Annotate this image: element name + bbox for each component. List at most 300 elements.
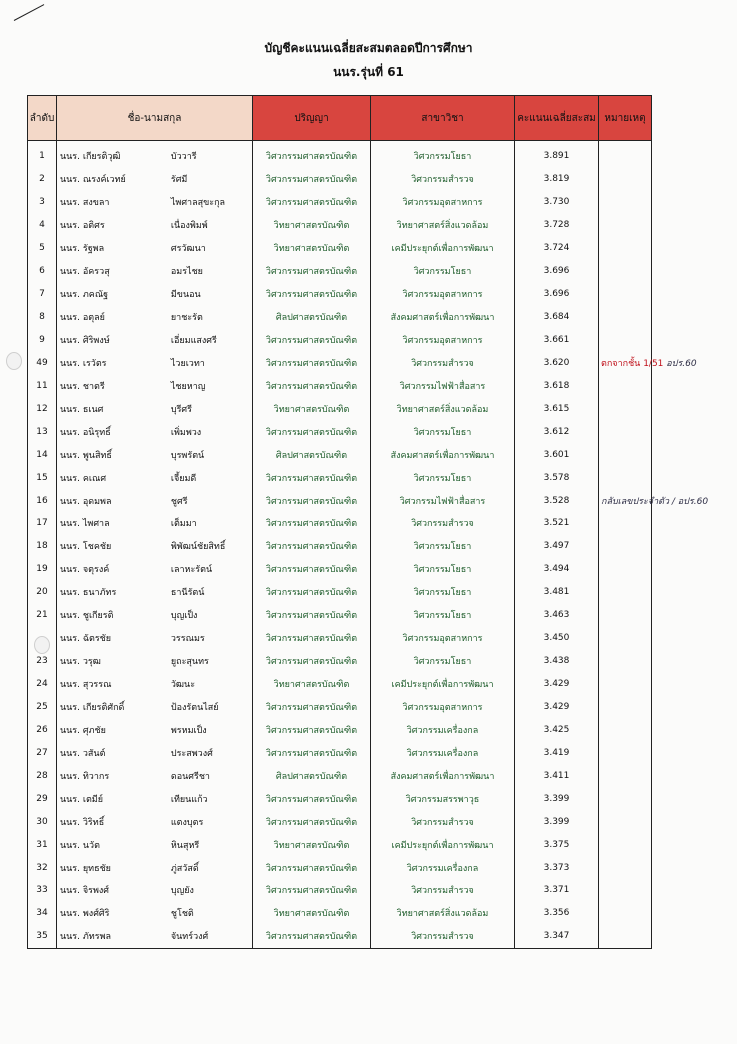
major-cell: วิศวกรรมโยธา: [371, 581, 515, 604]
table-row: [28, 351, 652, 374]
name-prefix: นนร.: [60, 771, 80, 782]
name-cell: [57, 374, 253, 397]
table-row: [28, 764, 652, 787]
row-number: 11: [28, 374, 57, 397]
row-number: 27: [28, 741, 57, 764]
first-name: วสันต์: [82, 748, 106, 759]
row-number: 25: [28, 696, 57, 719]
name-prefix: นนร.: [60, 290, 80, 301]
first-name: นวัต: [82, 840, 100, 851]
first-name: เกียรติวุฒิ: [82, 152, 121, 163]
gpa-cell: 3.612: [515, 420, 599, 443]
gpa-cell: 3.684: [515, 306, 599, 329]
remark-cell: [599, 925, 652, 948]
gpa-cell: 3.615: [515, 397, 599, 420]
name-cell: [57, 351, 253, 374]
remark-cell: [599, 420, 652, 443]
last-name: พรหมเป็ง: [170, 725, 207, 736]
last-name: เต็มมา: [170, 519, 197, 530]
header-remark: หมายเหตุ: [599, 96, 652, 141]
name-cell: [57, 260, 253, 283]
remark-cell: [599, 696, 652, 719]
row-number: 14: [28, 443, 57, 466]
name-cell: [57, 856, 253, 879]
major-cell: วิศวกรรมเครื่องกล: [371, 856, 515, 879]
degree-cell: วิศวกรรมศาสตรบัณฑิต: [253, 604, 371, 627]
gpa-cell: 3.620: [515, 351, 599, 374]
name-cell: [57, 627, 253, 650]
first-name: ณรงค์เวทย์: [82, 175, 126, 186]
row-number: 12: [28, 397, 57, 420]
first-name: ทิวากร: [82, 771, 110, 782]
row-number: 30: [28, 810, 57, 833]
first-name: อตุลย์: [82, 313, 105, 324]
table-row: [28, 191, 652, 214]
table-row: [28, 558, 652, 581]
name-prefix: นนร.: [60, 794, 80, 805]
last-name: รัศมี: [170, 175, 188, 186]
first-name: จิรพงศ์: [82, 886, 110, 897]
first-name: อัครวสุ: [82, 267, 110, 278]
degree-cell: วิศวกรรมศาสตรบัณฑิต: [253, 696, 371, 719]
gpa-cell: 3.891: [515, 141, 599, 168]
table-row: [28, 141, 652, 168]
degree-cell: วิศวกรรมศาสตรบัณฑิต: [253, 466, 371, 489]
remark-cell: [599, 374, 652, 397]
name-prefix: นนร.: [60, 657, 80, 668]
degree-cell: วิศวกรรมศาสตรบัณฑิต: [253, 168, 371, 191]
last-name: วัฒนะ: [170, 680, 196, 691]
major-cell: วิทยาศาสตร์สิ่งแวดล้อม: [371, 214, 515, 237]
row-number: 5: [28, 237, 57, 260]
remark-cell: [599, 810, 652, 833]
name-cell: [57, 420, 253, 443]
name-cell: [57, 466, 253, 489]
name-prefix: นนร.: [60, 748, 80, 759]
name-cell: [57, 902, 253, 925]
gpa-cell: 3.724: [515, 237, 599, 260]
name-prefix: นนร.: [60, 221, 80, 232]
gpa-cell: 3.399: [515, 787, 599, 810]
degree-cell: ศิลปศาสตรบัณฑิต: [253, 764, 371, 787]
degree-cell: ศิลปศาสตรบัณฑิต: [253, 306, 371, 329]
first-name: สงขลา: [82, 198, 110, 209]
remark-cell: [599, 764, 652, 787]
last-name: ไพศาลสุขะกุล: [170, 198, 226, 209]
row-number: 35: [28, 925, 57, 948]
gpa-cell: 3.450: [515, 627, 599, 650]
row-number: 29: [28, 787, 57, 810]
gpa-cell: 3.528: [515, 489, 599, 512]
last-name: จันทร์วงศ์: [170, 932, 209, 943]
last-name: เอี่ยมแสงศรี: [170, 335, 217, 346]
row-number: 13: [28, 420, 57, 443]
row-number: 34: [28, 902, 57, 925]
table-row: [28, 168, 652, 191]
remark-cell: [599, 443, 652, 466]
name-prefix: นนร.: [60, 817, 80, 828]
first-name: วรุฒ: [82, 657, 101, 668]
gpa-cell: 3.728: [515, 214, 599, 237]
row-number: [28, 627, 57, 650]
major-cell: วิศวกรรมอุตสาหการ: [371, 329, 515, 352]
last-name: วรรณมร: [170, 634, 205, 645]
header-gpa: คะแนนเฉลี่ยสะสม: [515, 96, 599, 141]
name-prefix: นนร.: [60, 450, 80, 461]
gpa-cell: 3.375: [515, 833, 599, 856]
name-prefix: นนร.: [60, 588, 80, 599]
remark-cell: [599, 283, 652, 306]
name-cell: [57, 535, 253, 558]
table-row: [28, 306, 652, 329]
major-cell: วิศวกรรมไฟฟ้าสื่อสาร: [371, 374, 515, 397]
table-row: [28, 374, 652, 397]
first-name: เรวัตร: [82, 358, 107, 369]
last-name: ยูถะสุนทร: [170, 657, 209, 668]
first-name: สุวรรณ: [82, 680, 112, 691]
last-name: บัววารี: [170, 152, 197, 163]
first-name: ชาตรี: [82, 381, 105, 392]
row-number: 33: [28, 879, 57, 902]
gpa-cell: 3.425: [515, 718, 599, 741]
major-cell: วิศวกรรมโยธา: [371, 420, 515, 443]
remark-cell: [599, 673, 652, 696]
degree-cell: วิศวกรรมศาสตรบัณฑิต: [253, 489, 371, 512]
major-cell: วิศวกรรมสรรพาวุธ: [371, 787, 515, 810]
table-row: [28, 397, 652, 420]
major-cell: วิศวกรรมสำรวจ: [371, 168, 515, 191]
degree-cell: วิศวกรรมศาสตรบัณฑิต: [253, 581, 371, 604]
remark-cell: [599, 581, 652, 604]
remark-cell: [599, 718, 652, 741]
gpa-cell: 3.411: [515, 764, 599, 787]
degree-cell: วิศวกรรมศาสตรบัณฑิต: [253, 512, 371, 535]
header-name: ชื่อ-นามสกุล: [57, 96, 253, 141]
table-row: [28, 466, 652, 489]
name-cell: [57, 283, 253, 306]
table-row: [28, 696, 652, 719]
last-name: เจี้ยมดี: [170, 473, 197, 484]
last-name: เนื่องพิมพ์: [170, 221, 208, 232]
name-cell: [57, 833, 253, 856]
row-number: 32: [28, 856, 57, 879]
last-name: บุญเป็ง: [170, 611, 198, 622]
handwritten-remark: อปร.60: [666, 358, 697, 369]
first-name: พงศ์ศิริ: [82, 909, 110, 920]
table-row: [28, 237, 652, 260]
first-name: อุดมพล: [82, 496, 112, 507]
gpa-cell: 3.463: [515, 604, 599, 627]
row-number: 31: [28, 833, 57, 856]
table-row: [28, 512, 652, 535]
first-name: รัฐพล: [82, 244, 105, 255]
row-number: 16: [28, 489, 57, 512]
name-prefix: นนร.: [60, 611, 80, 622]
remark-cell: [599, 650, 652, 673]
header-major: สาขาวิชา: [371, 96, 515, 141]
degree-cell: วิทยาศาสตรบัณฑิต: [253, 237, 371, 260]
gpa-cell: 3.730: [515, 191, 599, 214]
gpa-cell: 3.438: [515, 650, 599, 673]
name-prefix: นนร.: [60, 932, 80, 943]
row-number: 7: [28, 283, 57, 306]
degree-cell: วิทยาศาสตรบัณฑิต: [253, 397, 371, 420]
gpa-cell: 3.494: [515, 558, 599, 581]
major-cell: วิทยาศาสตร์สิ่งแวดล้อม: [371, 397, 515, 420]
remark-cell: [599, 329, 652, 352]
remark-cell: [599, 879, 652, 902]
punch-hole: [6, 352, 22, 370]
name-cell: [57, 741, 253, 764]
table-row: [28, 443, 652, 466]
first-name: คเณศ: [82, 473, 107, 484]
remark-cell: [599, 260, 652, 283]
remark-cell: [599, 466, 652, 489]
row-number: 1: [28, 141, 57, 168]
name-cell: [57, 558, 253, 581]
last-name: ศรวัฒนา: [170, 244, 206, 255]
name-prefix: นนร.: [60, 909, 80, 920]
last-name: ประสพวงศ์: [170, 748, 213, 759]
name-cell: [57, 810, 253, 833]
last-name: ยาชะรัต: [170, 313, 203, 324]
major-cell: วิศวกรรมอุตสาหการ: [371, 627, 515, 650]
major-cell: เคมีประยุกต์เพื่อการพัฒนา: [371, 673, 515, 696]
gpa-cell: 3.521: [515, 512, 599, 535]
gpa-cell: 3.578: [515, 466, 599, 489]
degree-cell: วิศวกรรมศาสตรบัณฑิต: [253, 260, 371, 283]
first-name: ภัทรพล: [82, 932, 112, 943]
major-cell: วิศวกรรมโยธา: [371, 604, 515, 627]
degree-cell: วิศวกรรมศาสตรบัณฑิต: [253, 787, 371, 810]
first-name: ศุภชัย: [82, 725, 106, 736]
name-cell: [57, 604, 253, 627]
name-cell: [57, 673, 253, 696]
first-name: ชูเกียรติ: [82, 611, 114, 622]
major-cell: วิศวกรรมโยธา: [371, 141, 515, 168]
degree-cell: วิศวกรรมศาสตรบัณฑิต: [253, 141, 371, 168]
major-cell: สังคมศาสตร์เพื่อการพัฒนา: [371, 306, 515, 329]
major-cell: วิศวกรรมสำรวจ: [371, 512, 515, 535]
row-number: 4: [28, 214, 57, 237]
remark-cell: [599, 397, 652, 420]
last-name: มีขนอน: [170, 290, 201, 301]
first-name: เกียรติศักดิ์: [82, 702, 125, 713]
name-cell: [57, 581, 253, 604]
table-body: [28, 141, 709, 949]
gpa-cell: 3.356: [515, 902, 599, 925]
table-row: [28, 925, 652, 948]
major-cell: สังคมศาสตร์เพื่อการพัฒนา: [371, 443, 515, 466]
header-degree: ปริญญา: [253, 96, 371, 141]
major-cell: วิศวกรรมโยธา: [371, 535, 515, 558]
remark-cell: [599, 141, 652, 168]
gpa-cell: 3.696: [515, 283, 599, 306]
degree-cell: วิทยาศาสตรบัณฑิต: [253, 214, 371, 237]
gpa-cell: 3.661: [515, 329, 599, 352]
last-name: บุรีศรี: [170, 404, 192, 415]
name-cell: [57, 237, 253, 260]
name-cell: [57, 650, 253, 673]
last-name: บุญยัง: [170, 886, 194, 897]
degree-cell: วิศวกรรมศาสตรบัณฑิต: [253, 718, 371, 741]
remark-cell: [599, 214, 652, 237]
last-name: ชูโชติ: [170, 909, 194, 920]
row-number: 9: [28, 329, 57, 352]
last-name: เลาหะรัตน์: [170, 565, 213, 576]
name-prefix: นนร.: [60, 519, 80, 530]
table-row: [28, 810, 652, 833]
name-cell: [57, 925, 253, 948]
table-row: [28, 833, 652, 856]
name-cell: [57, 696, 253, 719]
table-row: [28, 741, 652, 764]
name-prefix: นนร.: [60, 702, 80, 713]
degree-cell: วิศวกรรมศาสตรบัณฑิต: [253, 351, 371, 374]
gpa-cell: 3.618: [515, 374, 599, 397]
last-name: ธานีรัตน์: [170, 588, 205, 599]
name-prefix: นนร.: [60, 267, 80, 278]
first-name: ไพศาล: [82, 519, 110, 530]
table-row: [28, 673, 652, 696]
remark-cell: [599, 237, 652, 260]
name-prefix: นนร.: [60, 198, 80, 209]
table-row: [28, 260, 652, 283]
degree-cell: วิศวกรรมศาสตรบัณฑิต: [253, 329, 371, 352]
remark-cell: [599, 558, 652, 581]
remark-cell: [599, 351, 697, 374]
major-cell: วิศวกรรมโยธา: [371, 558, 515, 581]
gpa-cell: 3.371: [515, 879, 599, 902]
first-name: ธนาภัทร: [82, 588, 117, 599]
first-name: ศิริพงษ์: [82, 335, 110, 346]
table-row: [28, 283, 652, 306]
last-name: หินสุหรี: [170, 840, 200, 851]
degree-cell: วิศวกรรมศาสตรบัณฑิต: [253, 374, 371, 397]
row-number: 24: [28, 673, 57, 696]
table-row: [28, 535, 652, 558]
first-name: ภคณัฐ: [82, 290, 109, 301]
table-row: [28, 627, 652, 650]
first-name: โชคชัย: [82, 542, 112, 553]
table-row: [28, 329, 652, 352]
name-prefix: นนร.: [60, 542, 80, 553]
degree-cell: วิทยาศาสตรบัณฑิต: [253, 833, 371, 856]
major-cell: วิศวกรรมสำรวจ: [371, 925, 515, 948]
row-number: 17: [28, 512, 57, 535]
first-name: วิริทธิ์: [82, 817, 105, 828]
name-cell: [57, 191, 253, 214]
degree-cell: วิศวกรรมศาสตรบัณฑิต: [253, 879, 371, 902]
row-number: 23: [28, 650, 57, 673]
table-row: [28, 650, 652, 673]
major-cell: วิศวกรรมโยธา: [371, 650, 515, 673]
table-header-row: [28, 96, 652, 141]
last-name: บุรพรัตน์: [170, 450, 205, 461]
pen-mark: [14, 4, 44, 21]
handwritten-remark: กลับเลขประจำตัว / อปร.60: [601, 496, 709, 507]
gpa-cell: 3.481: [515, 581, 599, 604]
row-number: 19: [28, 558, 57, 581]
major-cell: วิศวกรรมสำรวจ: [371, 351, 515, 374]
degree-cell: วิศวกรรมศาสตรบัณฑิต: [253, 535, 371, 558]
remark-cell: [599, 306, 652, 329]
major-cell: สังคมศาสตร์เพื่อการพัฒนา: [371, 764, 515, 787]
name-cell: [57, 214, 253, 237]
remark-cell: [599, 168, 652, 191]
remark-cell: [599, 191, 652, 214]
name-prefix: นนร.: [60, 404, 80, 415]
remark-cell: [599, 787, 652, 810]
row-number: 26: [28, 718, 57, 741]
first-name: ฉัตรชัย: [82, 634, 112, 645]
table-row: [28, 581, 652, 604]
row-number: 8: [28, 306, 57, 329]
name-prefix: นนร.: [60, 886, 80, 897]
major-cell: วิศวกรรมสำรวจ: [371, 879, 515, 902]
degree-cell: วิศวกรรมศาสตรบัณฑิต: [253, 856, 371, 879]
gpa-cell: 3.419: [515, 741, 599, 764]
name-prefix: นนร.: [60, 725, 80, 736]
gpa-cell: 3.497: [515, 535, 599, 558]
name-cell: [57, 141, 253, 168]
name-prefix: นนร.: [60, 840, 80, 851]
name-prefix: นนร.: [60, 244, 80, 255]
major-cell: วิศวกรรมอุตสาหการ: [371, 696, 515, 719]
table-row: [28, 420, 652, 443]
remark-cell: [599, 604, 652, 627]
last-name: เพิ่มพวง: [170, 427, 202, 438]
last-name: อมรไชย: [170, 267, 203, 278]
row-number: 6: [28, 260, 57, 283]
header-order: ลำดับ: [28, 96, 57, 141]
name-prefix: นนร.: [60, 358, 80, 369]
name-cell: [57, 718, 253, 741]
gpa-cell: 3.696: [515, 260, 599, 283]
degree-cell: วิศวกรรมศาสตรบัณฑิต: [253, 283, 371, 306]
degree-cell: วิทยาศาสตรบัณฑิต: [253, 673, 371, 696]
gpa-cell: 3.347: [515, 925, 599, 948]
first-name: ธเนศ: [82, 404, 104, 415]
major-cell: วิศวกรรมอุตสาหการ: [371, 283, 515, 306]
remark-cell: [599, 833, 652, 856]
table-row: [28, 214, 652, 237]
last-name: ป้องรัตนไสย์: [170, 702, 219, 713]
gpa-table: [27, 95, 709, 949]
name-cell: [57, 168, 253, 191]
major-cell: เคมีประยุกต์เพื่อการพัฒนา: [371, 833, 515, 856]
last-name: ไวยเวทา: [170, 358, 205, 369]
first-name: อนิรุทธิ์: [82, 427, 111, 438]
major-cell: วิศวกรรมโยธา: [371, 260, 515, 283]
last-name: เทียนแก้ว: [170, 794, 208, 805]
remark-cell: [599, 489, 709, 512]
row-number: 2: [28, 168, 57, 191]
name-prefix: นนร.: [60, 565, 80, 576]
remark-cell: [599, 627, 652, 650]
remark-text: ตกจากชั้น 1/51: [601, 358, 664, 369]
gpa-cell: 3.819: [515, 168, 599, 191]
name-prefix: นนร.: [60, 473, 80, 484]
degree-cell: วิศวกรรมศาสตรบัณฑิต: [253, 650, 371, 673]
gpa-cell: 3.429: [515, 696, 599, 719]
row-number: 28: [28, 764, 57, 787]
major-cell: วิศวกรรมเครื่องกล: [371, 741, 515, 764]
row-number: 49: [28, 351, 57, 374]
major-cell: วิศวกรรมเครื่องกล: [371, 718, 515, 741]
name-prefix: นนร.: [60, 496, 80, 507]
major-cell: วิศวกรรมอุตสาหการ: [371, 191, 515, 214]
